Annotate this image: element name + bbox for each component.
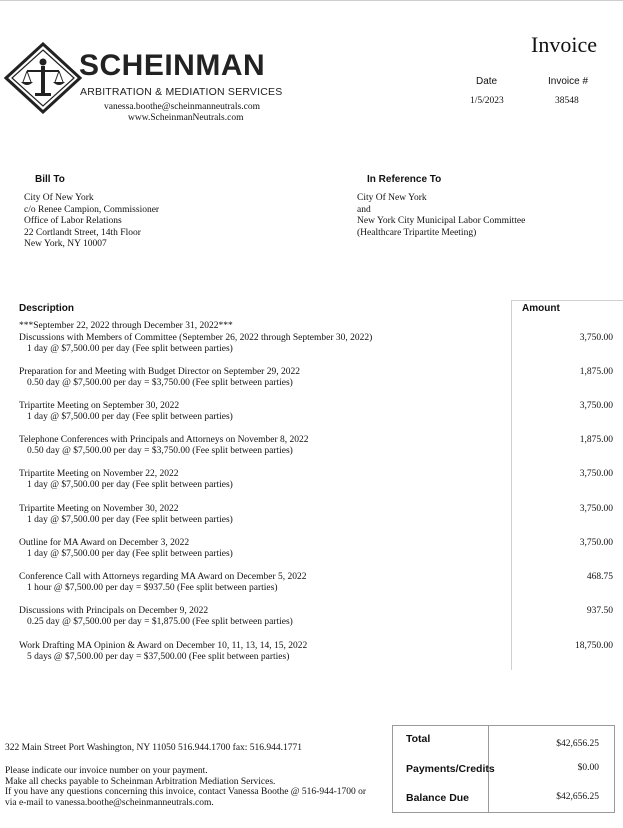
date-label: Date [476,76,498,87]
line-item [19,435,499,457]
item-description: Work Drafting MA Opinion & Award on December 10, 11, 13, 14, 15, 2022 [19,641,308,651]
bill-to-heading: Bill To [35,174,65,185]
item-amount: 18,750.00 [575,641,613,651]
item-rate: 1 day @ $7,500.00 per day (Fee split between parties) [27,515,233,525]
item-amount: 3,750.00 [579,504,613,514]
item-description: Preparation for and Meeting with Budget Director on September 29, 2022 [19,367,300,377]
item-amount: 468.75 [586,572,613,582]
line-item [19,641,499,663]
company-tagline: ARBITRATION & MEDIATION SERVICES [80,86,283,98]
item-rate: 1 day @ $7,500.00 per day (Fee split between parties) [27,344,233,354]
item-rate: 5 days @ $7,500.00 per day = $37,500.00 (Fee split between parties) [27,652,290,662]
reference-line: New York City Municipal Labor Committee [357,216,526,227]
balance-due-value: $42,656.25 [556,792,599,802]
company-address: 322 Main Street Port Washington, NY 11050 516.944.1700 fax: 516.944.1771 [5,743,303,753]
company-email: vanessa.boothe@scheinmanneutrals.com [104,102,260,112]
line-item [19,469,499,491]
item-description: Tripartite Meeting on November 30, 2022 [19,504,179,514]
period-note: ***September 22, 2022 through December 31, 2022*** [19,321,233,331]
item-amount: 3,750.00 [579,333,613,343]
payments-credits-value: $0.00 [577,763,599,773]
item-rate: 0.25 day @ $7,500.00 per day = $1,875.00 (Fee split between parties) [27,617,293,627]
item-amount: 3,750.00 [579,538,613,548]
invoice-title: Invoice [531,32,597,57]
item-description: Telephone Conferences with Principals and Attorneys on November 8, 2022 [19,435,309,445]
bill-to-line: City Of New York [24,193,94,203]
line-item [19,572,499,594]
item-rate: 1 day @ $7,500.00 per day (Fee split between parties) [27,480,233,490]
item-amount: 937.50 [586,606,613,616]
description-header: Description [19,303,75,314]
line-item [19,504,499,526]
line-item [19,367,499,389]
line-item [19,606,499,628]
item-rate: 0.50 day @ $7,500.00 per day = $3,750.00 (Fee split between parties) [27,446,293,456]
payment-note: Make all checks payable to Scheinman Arbitration Mediation Services. [5,776,276,787]
reference-line: (Healthcare Tripartite Meeting) [357,227,477,238]
item-rate: 1 day @ $7,500.00 per day (Fee split between parties) [27,549,233,559]
item-amount: 1,875.00 [579,435,613,445]
item-amount: 1,875.00 [579,367,613,377]
bill-to-line: New York, NY 10007 [24,239,107,250]
scales-of-justice-logo-icon [4,42,84,114]
page-top-border [0,0,623,1]
payment-note: Please indicate our invoice number on your payment. [5,766,208,776]
item-rate: 0.50 day @ $7,500.00 per day = $3,750.00 (Fee split between parties) [27,378,293,388]
payment-note: If you have any questions concerning this invoice, contact Vanessa Boothe @ 516-944-1700 or [5,787,367,798]
bill-to-line: c/o Renee Campion, Commissioner [24,204,160,215]
item-description: Discussions with Members of Committee (September 26, 2022 through September 30, 2022) [19,333,373,343]
company-website: www.ScheinmanNeutrals.com [128,113,244,123]
bill-to-line: 22 Cortlandt Street, 14th Floor [24,227,141,238]
invoice-date: 1/5/2023 [470,96,504,106]
item-description: Conference Call with Attorneys regarding MA Award on December 5, 2022 [19,572,307,582]
line-item [19,333,499,355]
reference-line: City Of New York [357,193,427,203]
totals-box [392,725,615,813]
reference-block [357,193,525,239]
item-rate: 1 day @ $7,500.00 per day (Fee split between parties) [27,412,233,422]
bill-to-line: Office of Labor Relations [24,216,122,227]
line-item [19,401,499,423]
total-label: Total [406,733,431,745]
reference-line: and [357,204,371,215]
total-value: $42,656.25 [556,739,599,749]
invoice-number-label: Invoice # [548,76,589,87]
item-description: Discussions with Principals on December 9, 2022 [19,606,209,616]
line-item [19,538,499,560]
invoice-number: 38548 [555,96,579,106]
item-description: Tripartite Meeting on September 30, 2022 [19,401,180,411]
item-amount: 3,750.00 [579,401,613,411]
balance-due-label: Balance Due [406,792,470,804]
bill-to-address [24,193,159,251]
company-name: SCHEINMAN [79,49,266,82]
item-amount: 3,750.00 [579,469,613,479]
payment-note: via e-mail to vanessa.boothe@scheinmanneutrals.com. [5,797,214,808]
payments-credits-label: Payments/Credits [406,763,495,775]
item-description: Tripartite Meeting on November 22, 2022 [19,469,179,479]
payment-notes [5,766,366,808]
item-description: Outline for MA Award on December 3, 2022 [19,538,190,548]
amount-header: Amount [522,303,560,314]
item-rate: 1 hour @ $7,500.00 per day = $937.50 (Fee split between parties) [27,583,278,593]
reference-heading: In Reference To [367,174,442,185]
